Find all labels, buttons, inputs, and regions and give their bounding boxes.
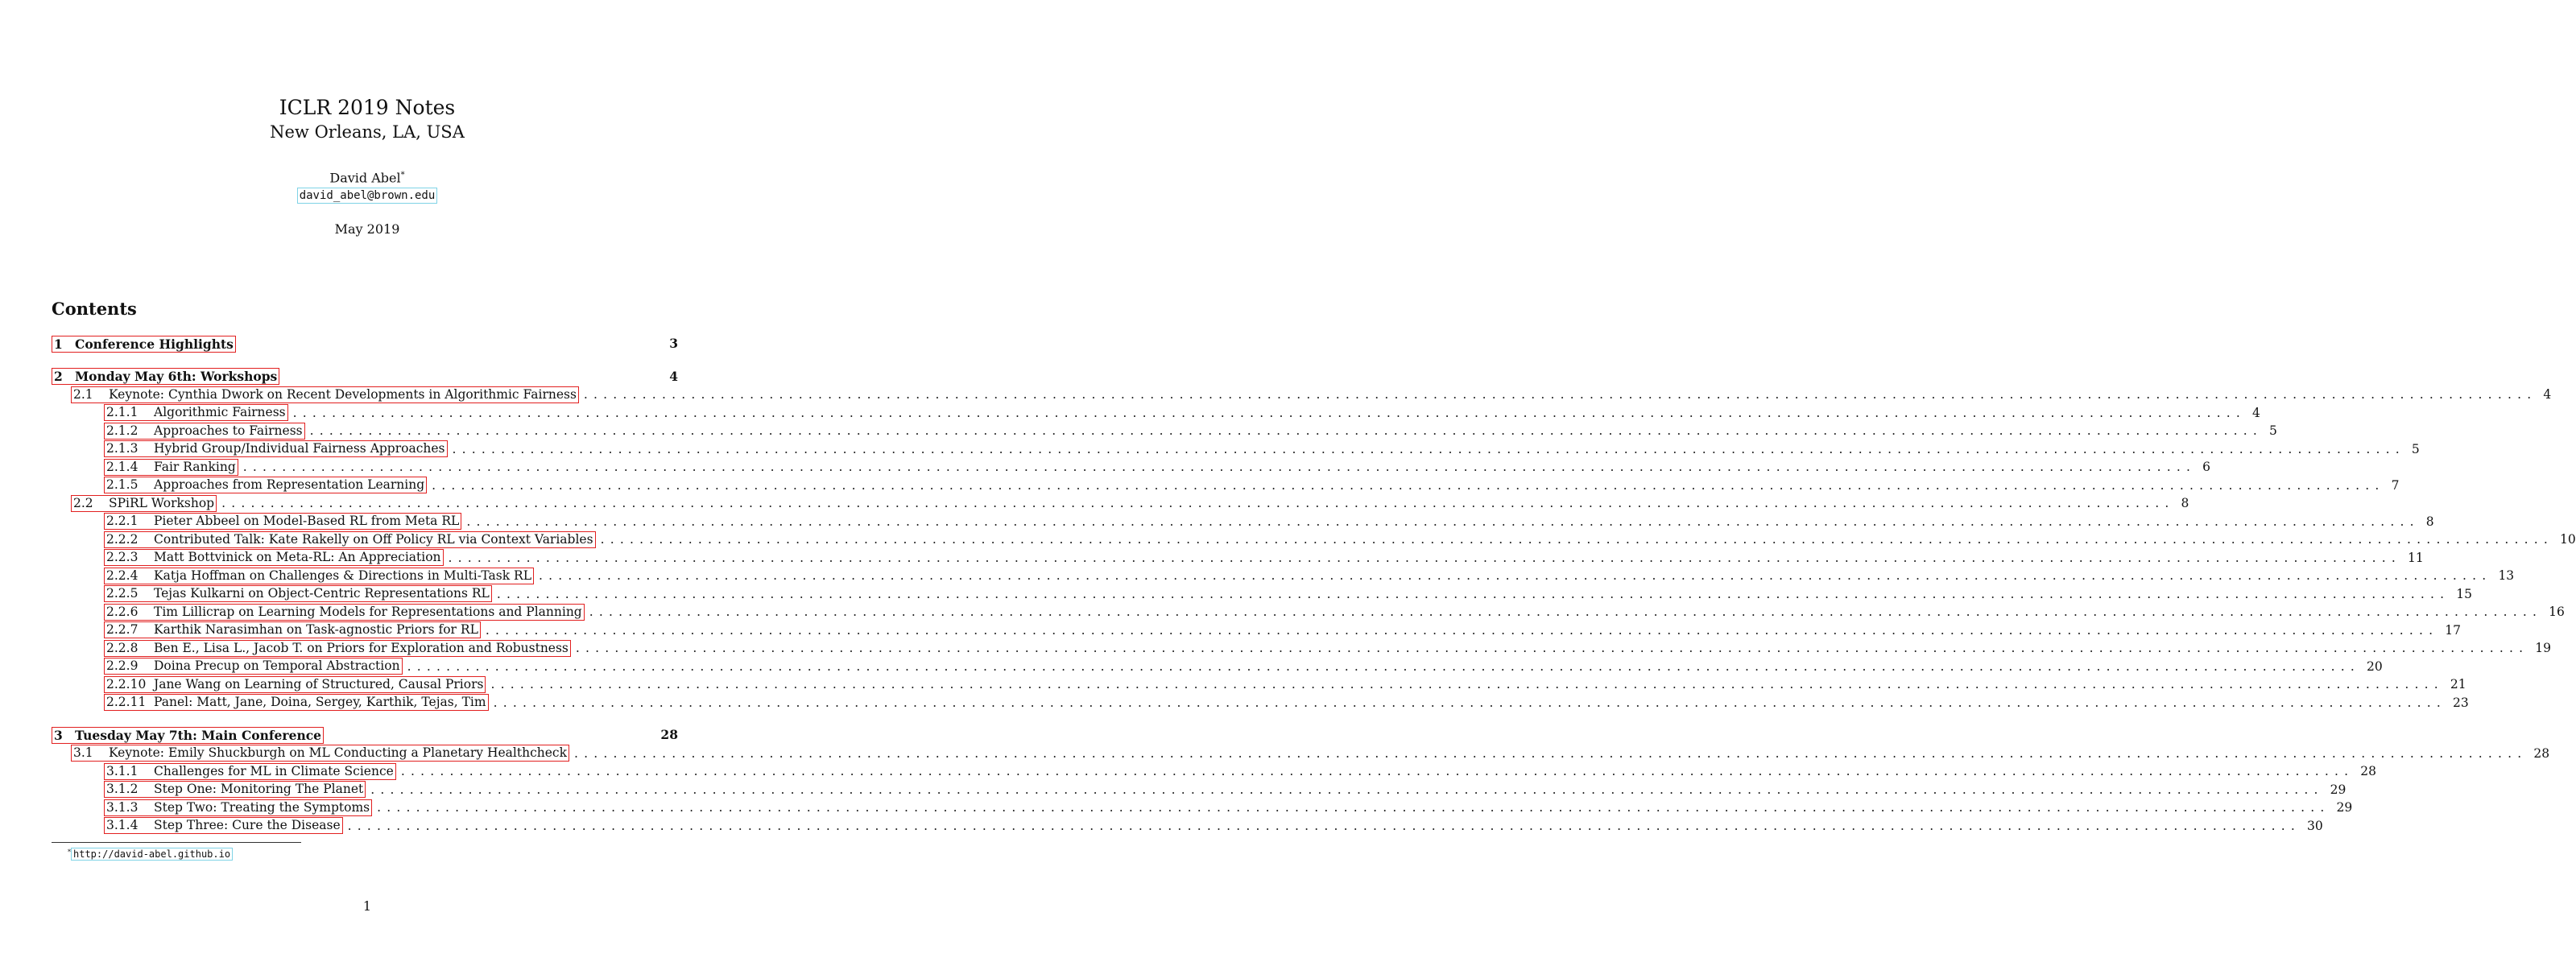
page-number: 1: [362, 898, 372, 914]
toc-row: [52, 817, 2323, 836]
toc-section-number: 2.2.5: [106, 586, 139, 601]
document-title: ICLR 2019 Notes: [279, 96, 456, 119]
toc-section-title: Panel: Matt, Jane, Doina, Sergey, Karthik, Tejas, Tim: [154, 695, 486, 710]
toc-dot-leader: ........................................................................................................................................................................................................: [242, 460, 2197, 474]
toc-link[interactable]: [104, 621, 481, 638]
toc-dot-leader: ........................................................................................................................................................................................................: [493, 695, 2446, 710]
toc-section-number: 2.1.3: [106, 441, 139, 456]
toc-page-number: 4: [669, 368, 678, 384]
toc-section-title: Hybrid Group/Individual Fairness Approaches: [154, 441, 445, 456]
toc-row: [52, 603, 2565, 621]
toc-section-title: Contributed Talk: Kate Rakelly on Off Policy RL via Context Variables: [154, 531, 593, 547]
toc-link[interactable]: [52, 368, 279, 385]
toc-link[interactable]: [104, 568, 534, 584]
toc-section-title: Tuesday May 7th: Main Conference: [75, 727, 322, 743]
toc-row: [52, 675, 2466, 694]
toc-page-number: 3: [669, 336, 678, 351]
toc-row: [52, 335, 678, 353]
toc-row: [52, 799, 2353, 817]
toc-page-number: 5: [2269, 423, 2277, 438]
toc-dot-leader: ........................................................................................................................................................................................................: [452, 441, 2405, 456]
toc-link[interactable]: [104, 658, 403, 675]
toc-link[interactable]: [104, 404, 288, 421]
toc-link[interactable]: [104, 781, 366, 798]
toc-row: [52, 639, 2552, 658]
toc-dot-leader: ........................................................................................................................................................................................................: [574, 745, 2528, 761]
toc-row: [52, 494, 2189, 513]
toc-link[interactable]: [104, 513, 461, 530]
toc-section-number: 2.1: [73, 386, 93, 402]
toc-section-number: 2: [54, 369, 63, 385]
toc-dot-leader: ........................................................................................................................................................................................................: [539, 568, 2492, 583]
toc-row: [52, 549, 2424, 568]
toc-page-number: 20: [2366, 658, 2383, 674]
toc-section-number: 1: [54, 336, 63, 352]
toc-section-number: 3: [54, 727, 63, 743]
toc-section-title: Doina Precup on Temporal Abstraction: [154, 658, 400, 674]
toc-link[interactable]: [104, 531, 596, 548]
toc-section-number: 2.2.9: [106, 658, 139, 674]
toc-page-number: 11: [2407, 550, 2424, 565]
toc-page-number: 4: [2543, 387, 2552, 402]
toc-section-number: 3.1.2: [106, 782, 139, 797]
toc-dot-leader: ........................................................................................................................................................................................................: [347, 818, 2301, 833]
toc-dot-leader: ........................................................................................................................................................................................................: [589, 605, 2543, 619]
toc-section-number: 2.2.7: [106, 622, 139, 638]
homepage-link[interactable]: http://david-abel.github.io: [71, 848, 233, 861]
toc-section-title: Step One: Monitoring The Planet: [154, 782, 364, 797]
toc-dot-leader: ........................................................................................................................................................................................................: [583, 387, 2537, 402]
toc-link[interactable]: [104, 676, 486, 693]
toc-dot-leader: ........................................................................................................................................................................................................: [485, 622, 2439, 638]
toc-link[interactable]: [71, 745, 569, 762]
toc-section-title: Challenges for ML in Climate Science: [154, 763, 394, 778]
toc-link[interactable]: [104, 604, 585, 621]
toc-page-number: 16: [2549, 605, 2565, 619]
toc-page-number: 30: [2307, 818, 2323, 833]
toc-section-title: SPiRL Workshop: [109, 495, 215, 510]
toc-section-title: Algorithmic Fairness: [154, 405, 286, 420]
toc-dot-leader: ........................................................................................................................................................................................................: [496, 586, 2450, 601]
toc-section-number: 3.1.3: [106, 799, 139, 815]
toc-section-title: Conference Highlights: [75, 336, 234, 352]
toc-link[interactable]: [71, 386, 579, 403]
toc-link[interactable]: [104, 694, 489, 711]
toc-section-title: Step Two: Treating the Symptoms: [154, 799, 370, 815]
toc-dot-leader: ........................................................................................................................................................................................................: [221, 496, 2175, 510]
toc-dot-leader: ........................................................................................................................................................................................................: [466, 514, 2420, 529]
toc-dot-leader: ........................................................................................................................................................................................................: [370, 782, 2324, 797]
toc-page-number: 5: [2411, 441, 2420, 456]
toc-section-number: 2.1.1: [106, 405, 139, 420]
toc-page-number: 4: [2252, 405, 2260, 420]
toc-section-title: Approaches to Fairness: [154, 423, 303, 438]
toc-row: [52, 781, 2347, 799]
toc-page-number: 6: [2202, 460, 2211, 474]
toc-page-number: 7: [2391, 477, 2400, 493]
toc-dot-leader: ........................................................................................................................................................................................................: [377, 800, 2330, 815]
toc-page-number: 17: [2445, 622, 2461, 638]
toc-page-number: 28: [660, 727, 678, 742]
author-name: David Abel: [329, 170, 401, 186]
toc-section-title: Ben E., Lisa L., Jacob T. on Priors for Exploration and Robustness: [154, 640, 569, 655]
toc-section-title: Jane Wang on Learning of Structured, Causal Priors: [154, 676, 484, 691]
toc-dot-leader: ........................................................................................................................................................................................................: [575, 641, 2529, 655]
toc-section-number: 2.2.11: [106, 695, 147, 710]
toc-section-number: 2.1.2: [106, 423, 139, 438]
toc-section-number: 2.2.8: [106, 640, 139, 655]
toc-row: [52, 726, 678, 745]
toc-section-title: Tim Lillicrap on Learning Models for Representations and Planning: [154, 604, 582, 619]
toc-link[interactable]: [104, 423, 305, 440]
toc-section-number: 2.1.4: [106, 459, 139, 474]
toc-section-number: 2.2.3: [106, 550, 139, 565]
toc-section-title: Keynote: Cynthia Dwork on Recent Developments in Algorithmic Fairness: [109, 386, 577, 402]
toc-page-number: 10: [2559, 532, 2576, 547]
toc-section-number: 2.2.6: [106, 604, 139, 619]
toc-row: [52, 386, 2552, 404]
toc-page-number: 29: [2336, 800, 2353, 815]
toc-row: [52, 658, 2383, 676]
toc-row: [52, 745, 2550, 763]
toc-section-number: 3.1.1: [106, 763, 139, 778]
toc-row: [52, 477, 2400, 495]
toc-link[interactable]: [104, 477, 427, 493]
toc-page-number: 8: [2181, 496, 2189, 510]
toc-section-number: 2.2.4: [106, 568, 139, 583]
toc-section-title: Matt Bottvinick on Meta-RL: An Appreciation: [154, 550, 441, 565]
toc-section-title: Approaches from Representation Learning: [154, 477, 425, 493]
toc-section-number: 2.2.2: [106, 531, 139, 547]
toc-link[interactable]: [104, 459, 238, 476]
toc-link[interactable]: [71, 495, 217, 512]
toc-row: [52, 694, 2469, 712]
toc-section-title: Pieter Abbeel on Model-Based RL from Meta RL: [154, 514, 460, 529]
toc-page-number: 19: [2535, 641, 2552, 655]
toc-link[interactable]: [104, 549, 444, 566]
toc-section-number: 2.2: [73, 495, 93, 510]
toc-dot-leader: ........................................................................................................................................................................................................: [490, 677, 2444, 691]
contents-heading: Contents: [52, 299, 137, 319]
toc-section-title: Katja Hoffman on Challenges & Directions in Multi-Task RL: [154, 568, 532, 583]
toc-dot-leader: ........................................................................................................................................................................................................: [600, 532, 2553, 547]
title-block: [0, 95, 734, 237]
toc-dot-leader: ........................................................................................................................................................................................................: [448, 550, 2401, 565]
toc-link[interactable]: [104, 585, 492, 602]
toc-dot-leader: ........................................................................................................................................................................................................: [292, 405, 2247, 420]
author-email-link[interactable]: david_abel@brown.edu: [297, 188, 438, 204]
toc-row: [52, 762, 2376, 781]
toc-page-number: 28: [2360, 764, 2376, 778]
toc-page-number: 15: [2456, 586, 2472, 601]
toc-section-number: 3.1.4: [106, 818, 139, 833]
toc-link[interactable]: [52, 727, 324, 744]
toc-section-number: 2.1.5: [106, 477, 139, 493]
toc-row: [52, 458, 2211, 477]
toc-page-number: 23: [2452, 695, 2469, 710]
toc-link[interactable]: [104, 817, 343, 834]
toc-section-title: Monday May 6th: Workshops: [75, 369, 278, 385]
toc-page-number: 13: [2498, 568, 2515, 583]
toc-row: [52, 567, 2515, 585]
toc-dot-leader: ........................................................................................................................................................................................................: [407, 658, 2360, 674]
author-line: [0, 167, 734, 186]
toc-link[interactable]: [104, 799, 372, 816]
footnote-divider: [52, 842, 301, 843]
toc-row: [52, 422, 2277, 440]
toc-page-number: 29: [2330, 782, 2347, 797]
toc-row: [52, 530, 2576, 549]
toc-dot-leader: ........................................................................................................................................................................................................: [400, 764, 2355, 778]
toc-row: [52, 404, 2260, 423]
footnote-mark: *: [68, 848, 71, 856]
toc-section-number: 2.2.1: [106, 514, 139, 529]
document-subtitle: New Orleans, LA, USA: [270, 122, 465, 142]
toc-page-number: 28: [2533, 745, 2550, 761]
toc-section-title: Karthik Narasimhan on Task-agnostic Priors for RL: [154, 622, 478, 638]
toc-row: [52, 513, 2434, 531]
toc-page-number: 21: [2450, 677, 2466, 691]
author-footnote-mark: *: [400, 171, 405, 180]
toc-section-title: Keynote: Emily Shuckburgh on ML Conducting a Planetary Healthcheck: [109, 745, 568, 761]
toc-section-title: Tejas Kulkarni on Object-Centric Representations RL: [154, 586, 490, 601]
table-of-contents: [52, 335, 2576, 835]
toc-row: [52, 440, 2420, 459]
toc-page-number: 8: [2425, 514, 2434, 529]
toc-row: [52, 585, 2472, 604]
document-date: May 2019: [334, 221, 400, 237]
toc-section-number: 3.1: [73, 745, 93, 761]
toc-section-title: Step Three: Cure the Disease: [154, 818, 341, 833]
toc-link[interactable]: [104, 440, 448, 457]
toc-section-number: 2.2.10: [106, 676, 147, 691]
toc-row: [52, 368, 678, 386]
toc-row: [52, 621, 2461, 640]
toc-section-title: Fair Ranking: [154, 459, 236, 474]
toc-link[interactable]: [52, 336, 236, 353]
footnote: [68, 845, 233, 861]
toc-link[interactable]: [104, 640, 571, 657]
toc-link[interactable]: [104, 763, 396, 780]
toc-dot-leader: ........................................................................................................................................................................................................: [432, 477, 2385, 493]
toc-dot-leader: ........................................................................................................................................................................................................: [309, 423, 2264, 438]
